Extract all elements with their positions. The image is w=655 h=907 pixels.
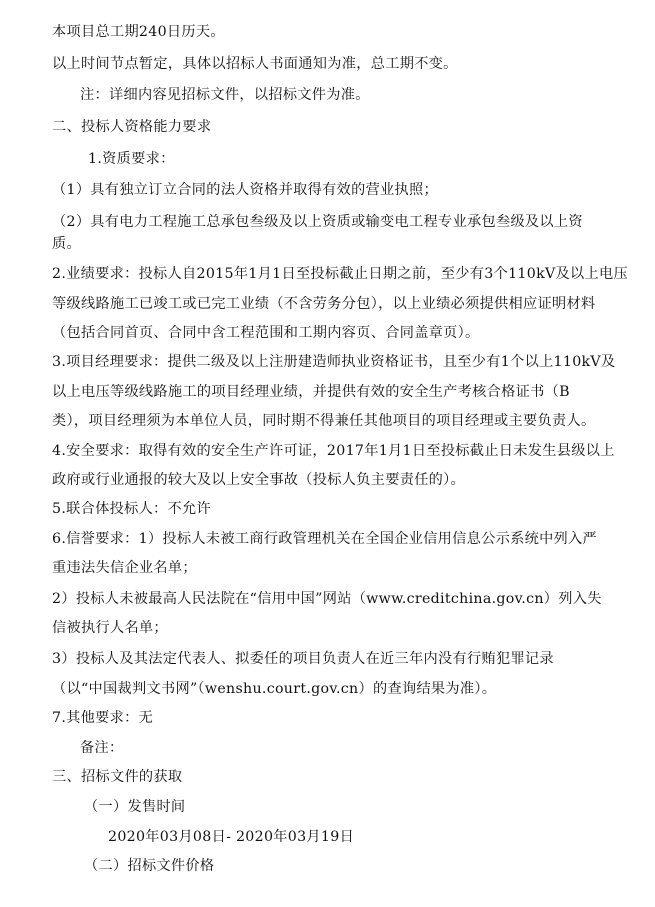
- text-line-contractor-grade: （2）具有电力工程施工总承包叁级及以上资质或输变电工程专业承包叁级及以上资: [52, 214, 583, 230]
- text-line-manager-3: 类），项目经理须为本单位人员，同时期不得兼任其他项目的项目经理或主要负责人。: [52, 413, 596, 429]
- text-line-note: 注：详细内容见招标文件，以招标文件为准。: [80, 87, 370, 103]
- text-line-performance-2: 等级线路施工已竣工或已完工业绩（不含劳务分包），以上业绩必须提供相应证明材料: [52, 296, 596, 312]
- text-line-manager-2: 以上电压等级线路施工的项目经理业绩，并提供有效的安全生产考核合格证书（B: [52, 384, 570, 400]
- section-heading-tender-documents: 三、招标文件的获取: [52, 769, 183, 785]
- text-line-creditchina-2: 信被执行人名单；: [52, 620, 168, 636]
- text-line-credit-1: 6.信誉要求：1）投标人未被工商行政管理机关在全国企业信用信息公示系统中列入严: [52, 531, 598, 547]
- subheading-sale-time: （一）发售时间: [84, 799, 186, 815]
- text-line-consortium: 5.联合体投标人：不允许: [52, 501, 212, 517]
- text-line-schedule-note: 以上时间节点暂定，具体以招标人书面通知为准，总工期不变。: [52, 56, 458, 72]
- subheading-qualification-requirement: 1.资质要求：: [88, 151, 175, 167]
- text-line-total-duration: 本项目总工期240日历天。: [52, 24, 225, 40]
- text-line-contractor-grade-cont: 质。: [52, 236, 81, 252]
- text-line-sale-dates: 2020年03月08日- 2020年03月19日: [108, 829, 355, 845]
- subheading-document-price: （二）招标文件价格: [84, 858, 215, 874]
- text-line-credit-2: 重违法失信企业名单；: [52, 560, 197, 576]
- section-heading-qualification: 二、投标人资格能力要求: [52, 119, 212, 135]
- text-line-performance-1: 2.业绩要求：投标人自2015年1月1日至投标截止日期之前，至少有3个110kV及以上电压: [52, 266, 628, 282]
- text-line-bribery-1: 3）投标人及其法定代表人、拟委任的项目负责人在近三年内没有行贿犯罪记录: [52, 651, 554, 667]
- text-line-legal-entity: （1）具有独立订立合同的法人资格并取得有效的营业执照；: [52, 182, 439, 198]
- text-line-manager-1: 3.项目经理要求：提供二级及以上注册建造师执业资格证书，且至少有1个以上110kV及: [52, 354, 616, 370]
- text-line-safety-1: 4.安全要求：取得有效的安全生产许可证，2017年1月1日至投标截止日未发生县级以上: [52, 443, 615, 459]
- text-line-performance-3: （包括合同首页、合同中含工程范围和工期内容页、合同盖章页）。: [52, 325, 480, 341]
- text-line-creditchina-1: 2）投标人未被最高人民法院在“信用中国”网站（www.creditchina.gov.cn）列入失: [52, 591, 602, 607]
- text-line-safety-2: 政府或行业通报的较大及以上安全事故（投标人负主要责任的）。: [52, 472, 466, 488]
- text-line-other-requirements: 7.其他要求：无: [52, 710, 154, 726]
- text-line-bribery-2: （以“中国裁判文书网”（wenshu.court.gov.cn）的查询结果为准）。: [52, 681, 497, 697]
- text-line-remarks: 备注：: [80, 740, 124, 756]
